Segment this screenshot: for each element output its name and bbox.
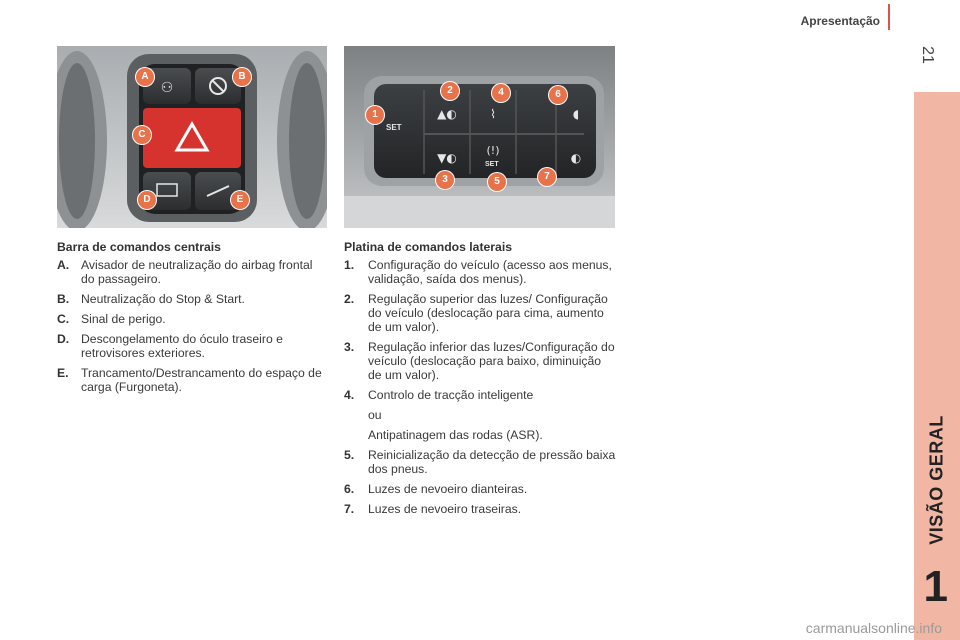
list-item: 2. Regulação superior das luzes/ Configuração do veículo (deslocação para cima, aumento de um valor). [344,292,608,334]
side-controls-heading: Platina de comandos laterais [344,240,512,254]
callout-2: 2 [441,82,459,100]
page-number: 21 [919,46,937,64]
or-text: ou [368,408,382,422]
central-controls-photo [57,46,327,228]
callout-4: 4 [492,84,510,102]
side-controls-description [344,240,616,522]
side-controls-illustration [344,46,615,228]
chapter-number: 1 [923,562,948,611]
svg-text:▲◐: ▲◐ [437,107,457,121]
callout-6: 6 [549,86,567,104]
callout-b: B [233,68,251,86]
central-controls-description [57,240,327,400]
list-item: 4. Controlo de tracção inteligente [344,388,534,402]
svg-text:⌇: ⌇ [490,107,496,121]
callout-7: 7 [538,168,556,186]
header-rule [888,4,890,30]
side-controls-photo [344,46,615,228]
callout-3: 3 [436,171,454,189]
asr-text: Antipatinagem das rodas (ASR). [368,428,543,442]
section-title: VISÃO GERAL [926,415,947,545]
list-item: 1. Configuração do veículo (acesso aos menus, validação, saída dos menus). [344,258,612,286]
list-item: 5. Reinicialização da detecção de pressão baixa dos pneus. [344,448,616,476]
callout-5: 5 [488,173,506,191]
list-item: 7. Luzes de nevoeiro traseiras. [344,502,522,516]
callout-a: A [136,68,154,86]
list-item: B. Neutralização do Stop & Start. [57,292,245,306]
list-item: 3. Regulação inferior das luzes/Configuração do veículo (deslocação para baixo, diminuição de um valor). [344,340,615,382]
set-label-top: SET [386,123,402,132]
callout-1: 1 [366,106,384,124]
list-item: D. Descongelamento do óculo traseiro e retrovisores exteriores. [57,332,283,360]
svg-text:▼◐: ▼◐ [437,151,457,165]
callout-e: E [231,191,249,209]
page-header-title: Apresentação [800,14,880,28]
list-item: 6. Luzes de nevoeiro dianteiras. [344,482,528,496]
central-controls-illustration [57,46,327,228]
set-label-tpms: SET [485,161,499,168]
watermark: carmanualsonline.info [805,620,942,636]
svg-text:◐: ◐ [570,151,582,165]
list-item: E. Trancamento/Destrancamento do espaço de carga (Furgoneta). [57,366,322,394]
list-item: A. Avisador de neutralização do airbag frontal do passageiro. [57,258,313,286]
svg-text:⚇: ⚇ [160,80,174,96]
callout-d: D [138,191,156,209]
svg-text:◖: ◖ [572,107,580,121]
callout-c: C [133,126,151,144]
svg-text:(!): (!) [486,144,500,157]
list-item: C. Sinal de perigo. [57,312,166,326]
central-controls-heading: Barra de comandos centrais [57,240,221,254]
